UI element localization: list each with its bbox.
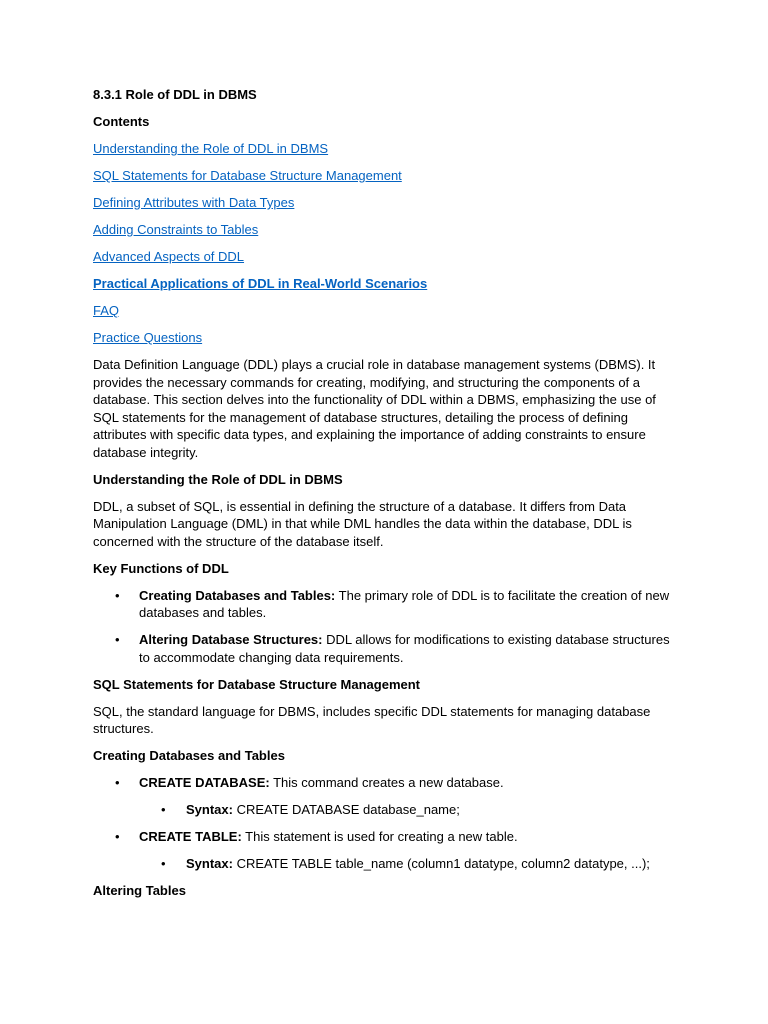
toc-link-defining-attributes[interactable]: Defining Attributes with Data Types [93, 195, 295, 210]
list-item-nested [93, 801, 683, 819]
bullet-icon: • [115, 632, 120, 647]
list-item [93, 774, 683, 792]
table-of-contents [93, 140, 683, 347]
document-page [93, 86, 683, 909]
section-heading-creating: Creating Databases and Tables [93, 748, 285, 763]
creating-list [93, 774, 683, 873]
section-heading-sql-statements: SQL Statements for Database Structure Management [93, 676, 421, 692]
list-item [93, 631, 683, 666]
list-item-text: DDL allows for modifications to existing database structures to accommodate changing data requirements. [139, 632, 670, 665]
list-item-term: Altering Database Structures: [139, 632, 323, 647]
list-item-text: This command creates a new database. [269, 775, 504, 790]
document-title: 8.3.1 Role of DDL in DBMS [93, 87, 257, 102]
intro-paragraph: Data Definition Language (DDL) plays a crucial role in database management systems (DBMS). It provides the necessary commands for creating, modifying, and structuring the components of a database. This section delves into the functionality of DDL within a DBMS, emphasizing the use of SQL statements for the management of database structures, detailing the process of defining attributes with specific data types, and explaining the importance of adding constraints to ensure database integrity. [93, 357, 656, 460]
section-heading-altering: Altering Tables [93, 883, 186, 898]
list-item-text: The primary role of DDL is to facilitate the creation of new databases and tables. [139, 587, 670, 620]
list-item-term: CREATE DATABASE: [139, 775, 270, 790]
list-item [93, 828, 683, 846]
list-item-nested [93, 855, 683, 873]
toc-link-adding-constraints[interactable]: Adding Constraints to Tables [93, 222, 259, 237]
section-heading-key-functions: Key Functions of DDL [93, 560, 229, 576]
list-item-text: This statement is used for creating a new table. [241, 829, 518, 844]
syntax-term: Syntax: [186, 802, 233, 817]
contents-heading: Contents [93, 114, 150, 129]
section-heading-understanding: Understanding the Role of DDL in DBMS [93, 471, 343, 487]
syntax-term: Syntax: [186, 856, 233, 871]
toc-link-sql-statements[interactable]: SQL Statements for Database Structure Management [93, 168, 402, 183]
syntax-text: CREATE TABLE table_name (column1 datatype, column2 datatype, ...); [232, 856, 650, 871]
syntax-text: CREATE DATABASE database_name; [232, 802, 460, 817]
bullet-icon: • [115, 829, 120, 844]
list-item [93, 587, 683, 622]
toc-link-advanced-aspects[interactable]: Advanced Aspects of DDL [93, 249, 245, 264]
understanding-paragraph: DDL, a subset of SQL, is essential in defining the structure of a database. It differs from Data Manipulation Language (DML) in that while DML handles the data within the database, DDL is concerned with the structure of the database itself. [93, 498, 632, 549]
bullet-icon: • [161, 856, 166, 871]
toc-link-faq[interactable]: FAQ [93, 303, 120, 318]
sql-statements-paragraph: SQL, the standard language for DBMS, includes specific DDL statements for managing database structures. [93, 703, 651, 736]
bullet-icon: • [161, 802, 166, 817]
toc-link-understanding[interactable]: Understanding the Role of DDL in DBMS [93, 141, 329, 156]
list-item-term: Creating Databases and Tables: [139, 587, 336, 603]
bullet-icon: • [115, 587, 120, 603]
toc-link-practical-applications[interactable]: Practical Applications of DDL in Real-World Scenarios [93, 276, 428, 291]
key-functions-list [93, 587, 683, 667]
list-item-term: CREATE TABLE: [139, 829, 242, 844]
bullet-icon: • [115, 775, 120, 790]
toc-link-practice-questions[interactable]: Practice Questions [93, 330, 203, 345]
